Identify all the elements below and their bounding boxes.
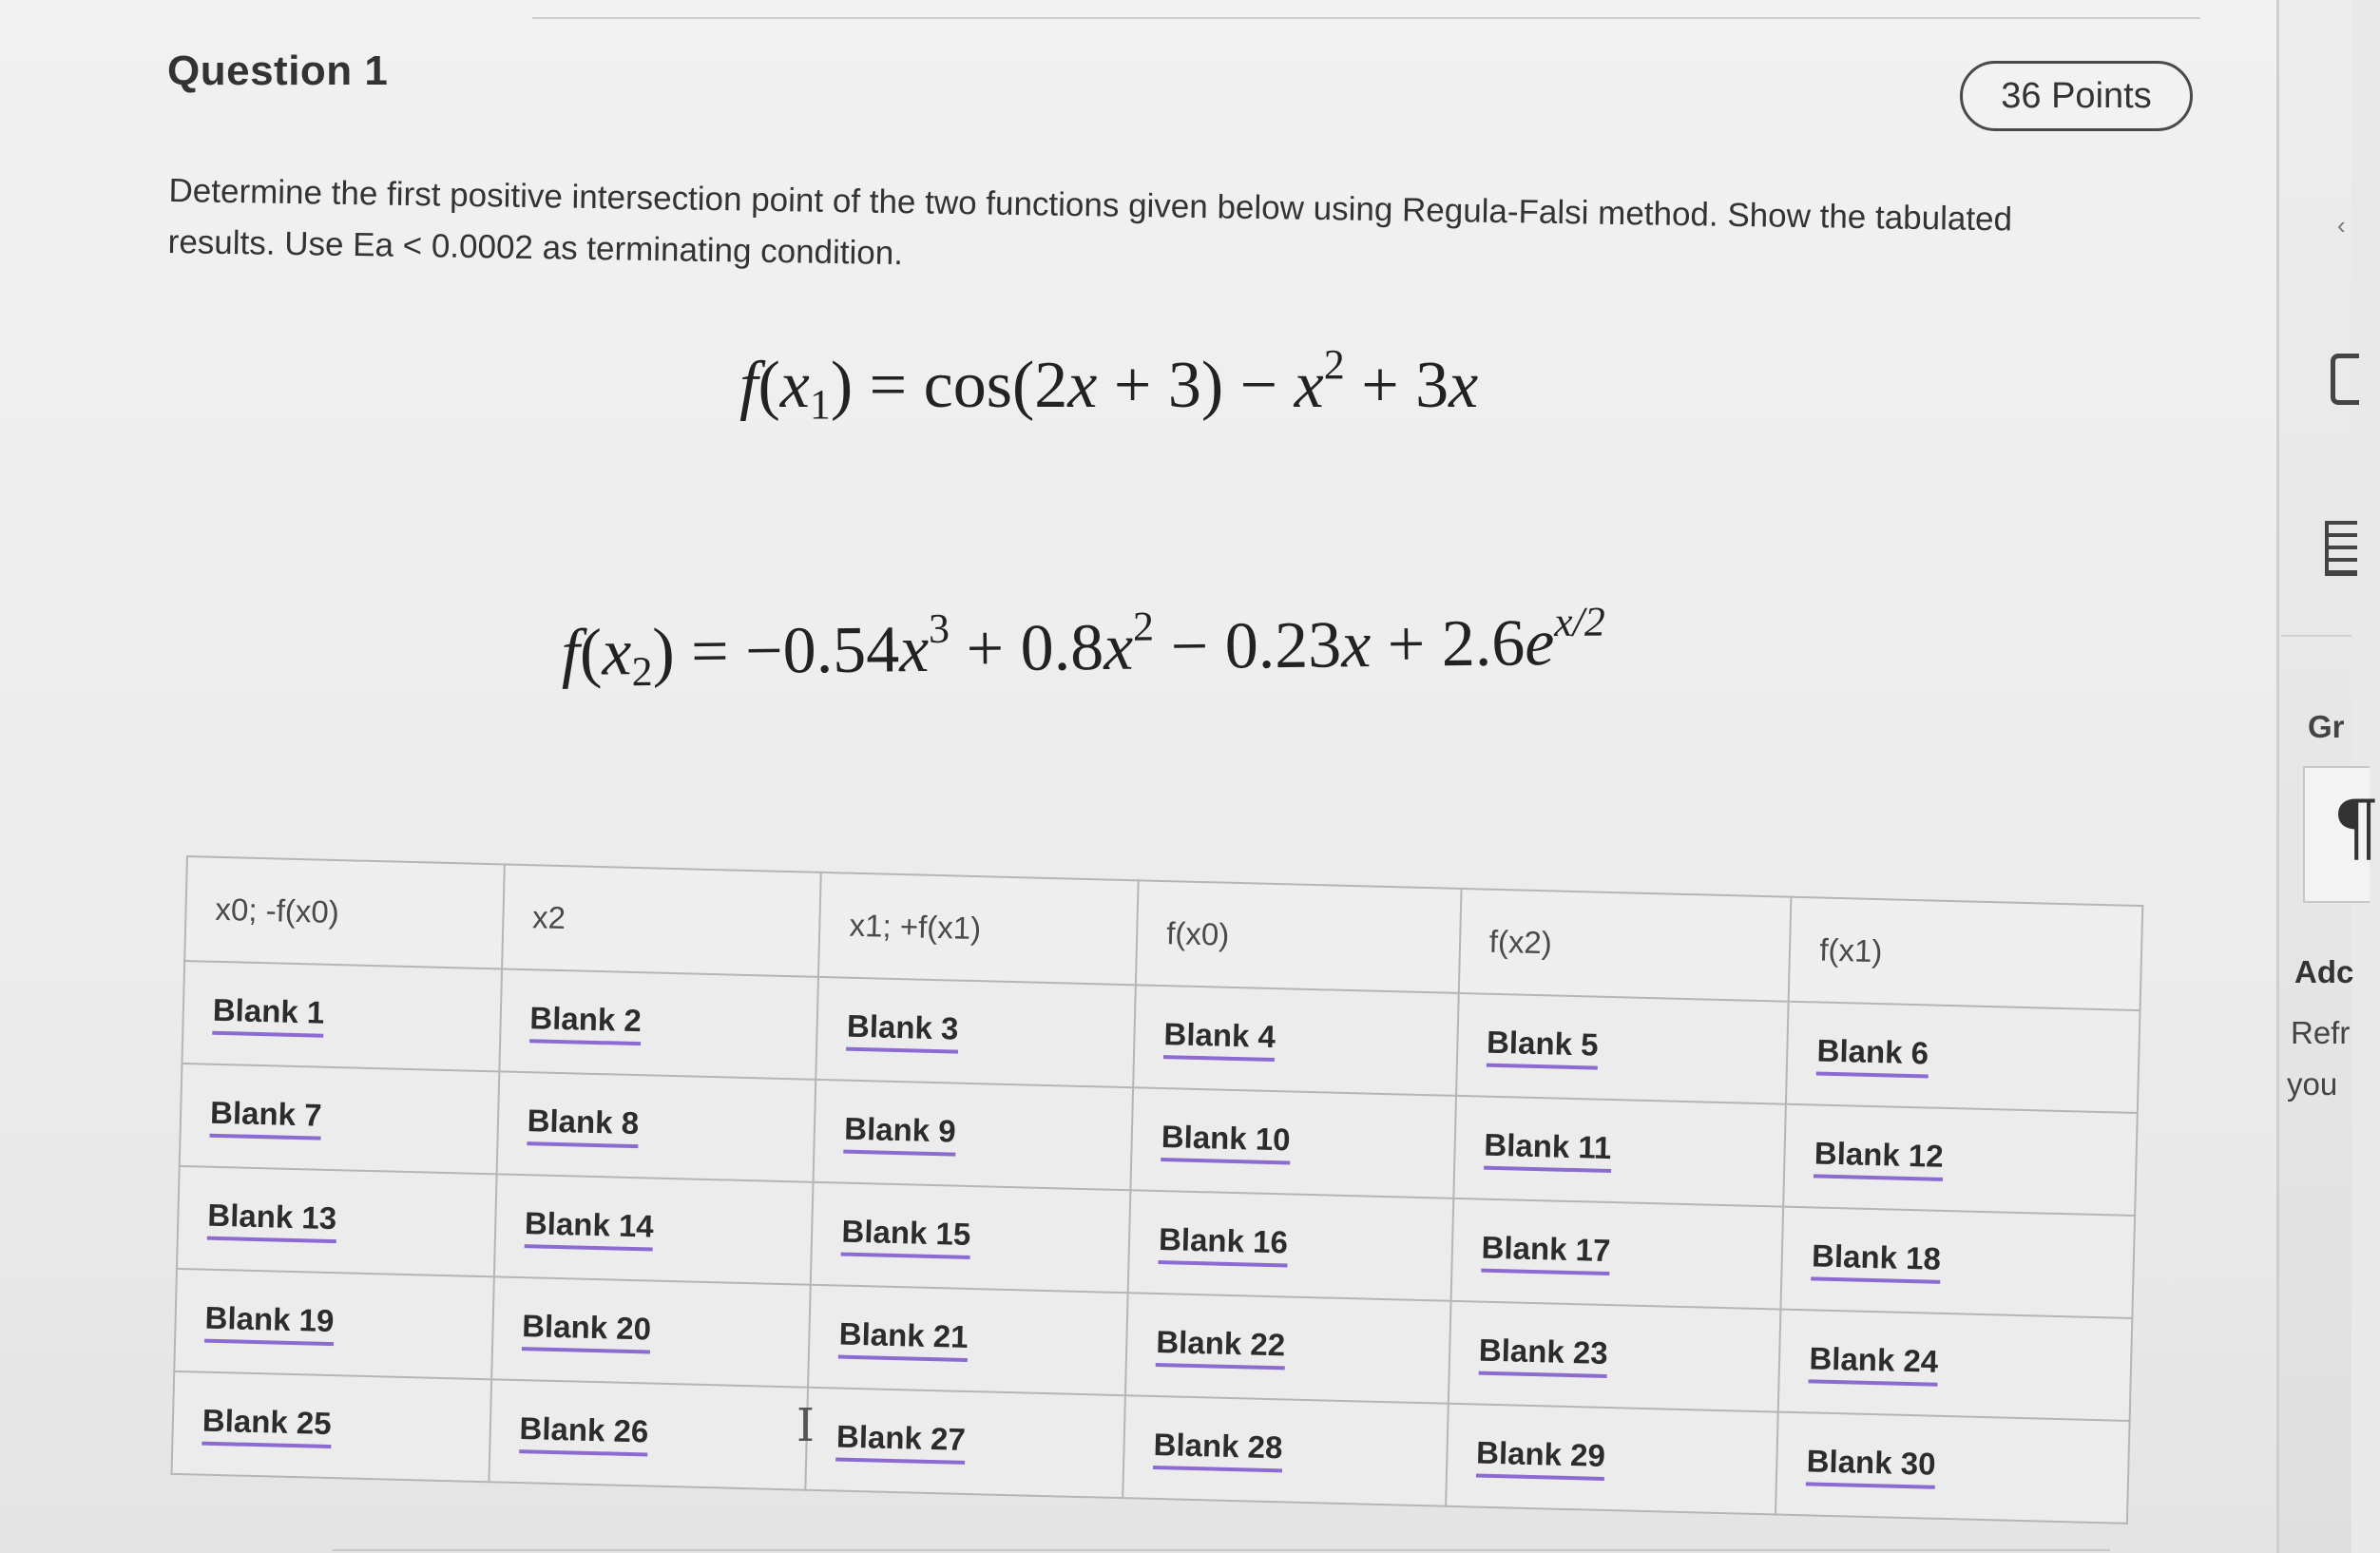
table-cell: [816, 977, 1136, 1087]
blank-dropdown[interactable]: Blank 30: [1806, 1443, 1936, 1488]
blank-dropdown[interactable]: Blank 24: [1809, 1340, 1939, 1386]
table-cell: [1775, 1412, 2129, 1524]
table-cell: [182, 961, 501, 1071]
results-table: [171, 855, 2144, 1524]
table-cell: [1781, 1207, 2135, 1318]
table-cell: [496, 1071, 816, 1181]
bottom-divider: [333, 1549, 2110, 1551]
blank-dropdown[interactable]: Blank 15: [841, 1213, 971, 1258]
table-header: x0; -f(x0): [184, 856, 504, 968]
table-header: x1; +f(x1): [818, 872, 1138, 985]
text-cursor-icon: I: [797, 1399, 815, 1452]
table-cell: [1778, 1310, 2132, 1421]
blank-dropdown[interactable]: Blank 21: [838, 1315, 969, 1361]
question-title: Question 1: [167, 48, 389, 94]
points-badge: 36 Points: [1960, 61, 2193, 131]
table-header: f(x2): [1458, 889, 1791, 1002]
table-cell: [814, 1080, 1133, 1190]
table-cell: [1784, 1104, 2138, 1216]
table-cell: [1128, 1190, 1453, 1301]
notes-icon[interactable]: [2325, 521, 2357, 576]
blank-dropdown[interactable]: Blank 27: [835, 1418, 966, 1464]
table-cell: [1453, 1096, 1786, 1207]
blank-dropdown[interactable]: Blank 25: [202, 1402, 332, 1448]
equation-f1: $f(x_1) = \cos(2x + 3) - x^2 + 3x$: [739, 341, 1479, 428]
side-label-add: Adc: [2294, 954, 2354, 989]
table-cell: [489, 1379, 808, 1489]
blank-dropdown[interactable]: Blank 12: [1814, 1135, 1944, 1180]
table-cell: [174, 1269, 493, 1379]
blank-dropdown[interactable]: Blank 1: [212, 991, 324, 1037]
table-cell: [1123, 1395, 1448, 1506]
side-label-ref: Refr: [2291, 1015, 2351, 1050]
blank-dropdown[interactable]: Blank 16: [1158, 1221, 1288, 1267]
blank-dropdown[interactable]: Blank 2: [529, 1000, 642, 1045]
table-cell: [1786, 1002, 2140, 1113]
blank-dropdown[interactable]: Blank 22: [1156, 1323, 1286, 1369]
table-cell: [1130, 1087, 1455, 1198]
table-cell: [491, 1276, 811, 1387]
table-header: f(x0): [1136, 880, 1461, 993]
blank-dropdown[interactable]: Blank 29: [1476, 1434, 1606, 1480]
side-divider: [2281, 635, 2351, 637]
blank-dropdown[interactable]: Blank 18: [1812, 1237, 1942, 1283]
table-cell: [172, 1371, 491, 1482]
table-cell: [1446, 1404, 1778, 1515]
blank-dropdown[interactable]: Blank 7: [210, 1094, 322, 1140]
results-table-container: [171, 855, 2144, 1524]
blank-dropdown[interactable]: Blank 26: [519, 1410, 649, 1456]
blank-dropdown[interactable]: Blank 17: [1481, 1229, 1611, 1275]
table-cell: [811, 1182, 1130, 1293]
table-cell: [1449, 1301, 1781, 1412]
table-cell: [494, 1174, 814, 1284]
partial-icon[interactable]: [2331, 354, 2359, 405]
table-cell: [177, 1166, 496, 1276]
blank-dropdown[interactable]: Blank 5: [1486, 1024, 1598, 1069]
blank-dropdown[interactable]: Blank 9: [844, 1110, 956, 1156]
chevron-icon[interactable]: ‹: [2337, 211, 2346, 240]
question-prompt: Determine the first positive intersection point of the two functions given below using Regula-Falsi method. Show the tabulated results. Use Ea < 0.0002 as terminating condition.: [167, 171, 2013, 273]
table-cell: [1125, 1293, 1450, 1404]
blank-dropdown[interactable]: Blank 20: [522, 1308, 652, 1353]
blank-dropdown[interactable]: Blank 19: [204, 1299, 335, 1345]
blank-dropdown[interactable]: Blank 28: [1153, 1426, 1283, 1471]
table-cell: [499, 968, 818, 1079]
table-header: f(x1): [1789, 897, 2142, 1010]
blank-dropdown[interactable]: Blank 23: [1478, 1332, 1608, 1377]
table-cell: [808, 1285, 1127, 1395]
table-cell: [1133, 985, 1458, 1096]
table-cell: [180, 1064, 499, 1174]
equation-f2: $f(x_2) = -0.54x^3 + 0.8x^2 - 0.23x + 2.6e^{x/2}$: [561, 598, 1606, 696]
blank-dropdown[interactable]: Blank 8: [527, 1102, 639, 1148]
table-header: x2: [502, 864, 821, 976]
top-divider: [532, 17, 2200, 19]
side-label-gr: Gr: [2308, 709, 2345, 744]
table-cell: [806, 1388, 1125, 1498]
side-label-you: you: [2287, 1066, 2338, 1102]
table-cell: [1456, 993, 1789, 1104]
blank-dropdown[interactable]: Blank 6: [1816, 1032, 1929, 1078]
blank-dropdown[interactable]: Blank 13: [207, 1197, 337, 1242]
blank-dropdown[interactable]: Blank 3: [846, 1007, 958, 1053]
blank-dropdown[interactable]: Blank 4: [1163, 1016, 1276, 1062]
table-cell: [1450, 1198, 1783, 1310]
blank-dropdown[interactable]: Blank 14: [524, 1205, 654, 1251]
paragraph-icon: ¶: [2332, 785, 2380, 871]
blank-dropdown[interactable]: Blank 10: [1161, 1119, 1291, 1164]
blank-dropdown[interactable]: Blank 11: [1484, 1126, 1612, 1172]
